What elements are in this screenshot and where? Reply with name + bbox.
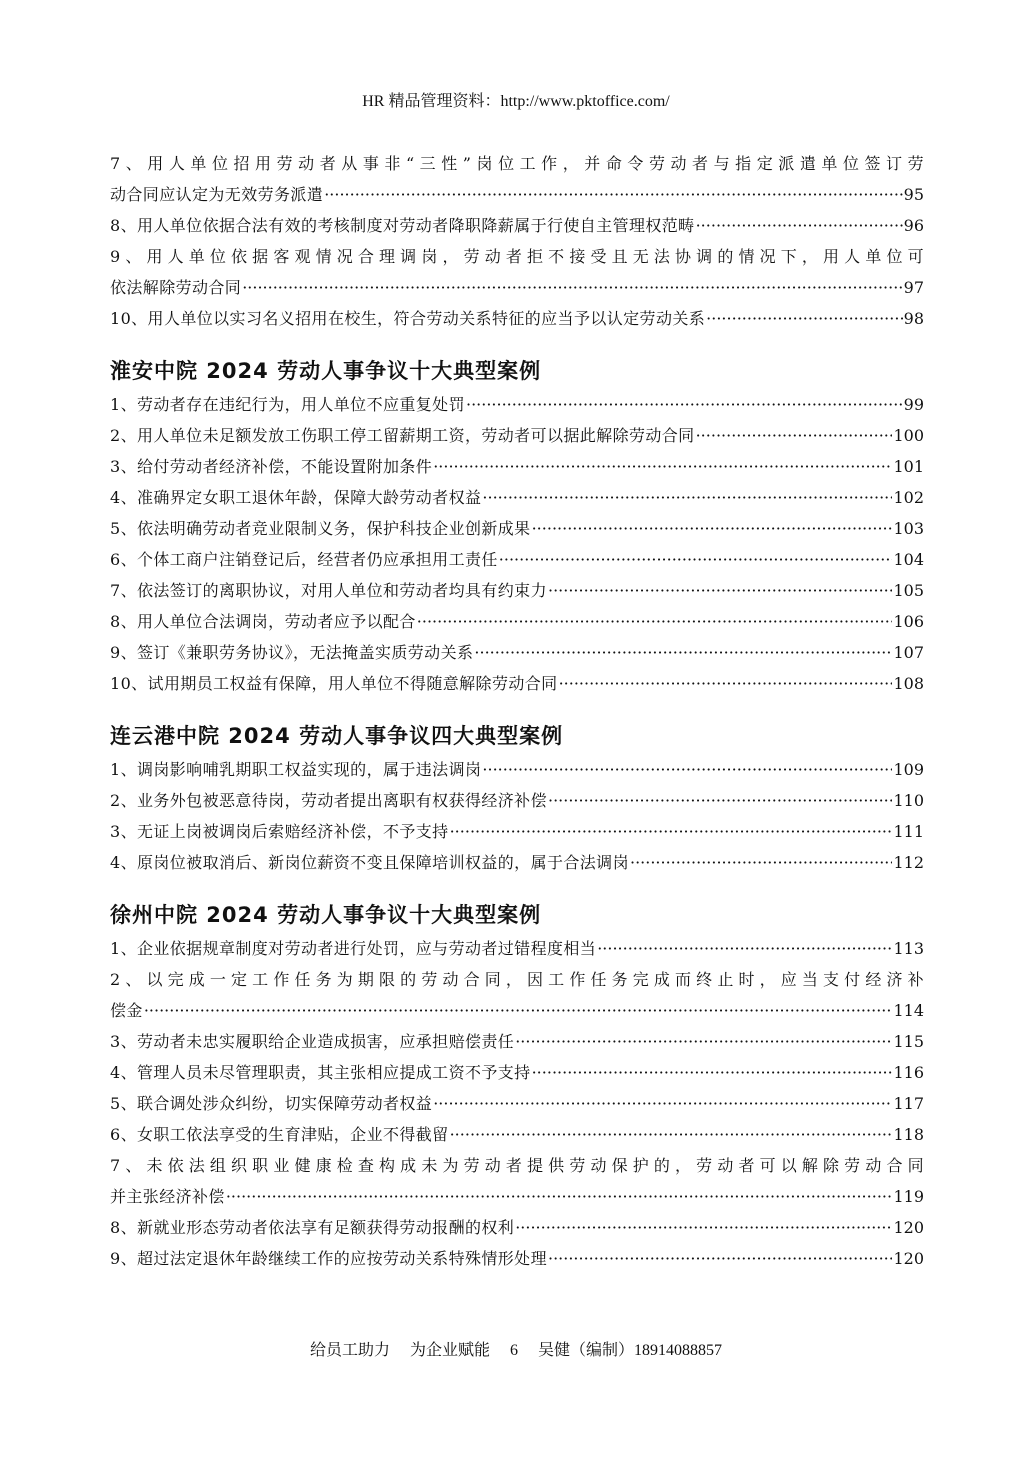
toc-leader-dots — [417, 606, 893, 637]
toc-entry-title: 5、依法明确劳动者竞业限制义务，保护科技企业创新成果 — [110, 519, 531, 538]
section-title: 淮安中院 2024 劳动人事争议十大典型案例 — [110, 359, 542, 383]
toc-page-number: 97 — [903, 278, 924, 297]
toc-entry-title: 8、用人单位合法调岗，劳动者应予以配合 — [110, 612, 416, 631]
toc-entry[interactable] — [110, 606, 924, 637]
toc-entry-title: 动合同应认定为无效劳务派遣 — [110, 185, 324, 204]
toc-entry[interactable] — [110, 575, 924, 606]
toc-leader-dots — [515, 1026, 892, 1057]
section-title: 连云港中院 2024 劳动人事争议四大典型案例 — [110, 724, 564, 748]
toc-entry-title: 偿金 — [110, 1001, 143, 1020]
toc-entry[interactable] — [110, 544, 924, 575]
toc-page-number: 111 — [893, 822, 924, 841]
footer-slogan-middle: 为企业赋能 — [409, 1342, 490, 1359]
toc-leader-dots — [630, 847, 892, 878]
toc-leader-dots — [450, 1119, 893, 1150]
toc-entry[interactable] — [110, 241, 924, 303]
footer-page-number: 6 — [510, 1342, 518, 1359]
toc-entry[interactable] — [110, 1026, 924, 1057]
toc-entry[interactable] — [110, 785, 924, 816]
toc-leader-dots — [482, 482, 892, 513]
toc-entry-title: 2、以完成一定工作任务为期限的劳动合同，因工作任务完成而终止时，应当支付经济补 — [110, 970, 924, 989]
toc-leader-dots — [144, 995, 893, 1026]
toc-page-number: 109 — [893, 760, 924, 779]
toc-entry[interactable] — [110, 1243, 924, 1274]
table-of-contents — [110, 148, 924, 1274]
toc-page-number: 96 — [903, 216, 924, 235]
toc-entry-title: 7、依法签订的离职协议，对用人单位和劳动者均具有约束力 — [110, 581, 547, 600]
toc-entry-title: 4、准确界定女职工退休年龄，保障大龄劳动者权益 — [110, 488, 482, 507]
toc-entry-last-line — [110, 179, 924, 210]
toc-leader-dots — [548, 785, 892, 816]
toc-entry-title: 1、调岗影响哺乳期职工权益实现的，属于违法调岗 — [110, 760, 482, 779]
toc-entry[interactable] — [110, 303, 924, 334]
toc-leader-dots — [433, 451, 892, 482]
toc-entry[interactable] — [110, 389, 924, 420]
toc-entry-title: 依法解除劳动合同 — [110, 278, 242, 297]
toc-entry-title: 7、未依法组织职业健康检查构成未为劳动者提供劳动保护的，劳动者可以解除劳动合同 — [110, 1156, 924, 1175]
toc-entry-title: 3、无证上岗被调岗后索赔经济补偿，不予支持 — [110, 822, 449, 841]
toc-leader-dots — [499, 544, 893, 575]
toc-leader-dots — [450, 816, 893, 847]
toc-entry-title: 2、业务外包被恶意待岗，劳动者提出离职有权获得经济补偿 — [110, 791, 547, 810]
toc-page-number: 98 — [903, 309, 924, 328]
toc-page-number: 107 — [893, 643, 924, 662]
toc-leader-dots — [696, 420, 893, 451]
toc-entry[interactable] — [110, 148, 924, 210]
footer-author: 吴健（编制）18914088857 — [538, 1342, 723, 1359]
toc-entry[interactable] — [110, 816, 924, 847]
toc-page-number: 106 — [893, 612, 924, 631]
page-header: HR 精品管理资料：http://www.pktoffice.com/ — [362, 93, 670, 110]
toc-page-number: 112 — [893, 853, 924, 872]
toc-entry-title: 2、用人单位未足额发放工伤职工停工留薪期工资，劳动者可以据此解除劳动合同 — [110, 426, 695, 445]
footer-slogan-left: 给员工助力 — [309, 1342, 390, 1359]
section-title: 徐州中院 2024 劳动人事争议十大典型案例 — [110, 903, 542, 927]
toc-page-number: 103 — [893, 519, 924, 538]
toc-entry-title: 9、签订《兼职劳务协议》，无法掩盖实质劳动关系 — [110, 643, 474, 662]
toc-entry-title: 5、联合调处涉众纠纷，切实保障劳动者权益 — [110, 1094, 433, 1113]
toc-entry[interactable] — [110, 210, 924, 241]
toc-page-number: 102 — [893, 488, 924, 507]
toc-leader-dots — [515, 1212, 892, 1243]
toc-page-number: 113 — [893, 939, 924, 958]
toc-entry-title: 8、新就业形态劳动者依法享有足额获得劳动报酬的权利 — [110, 1218, 515, 1237]
toc-entry[interactable] — [110, 1150, 924, 1212]
toc-entry[interactable] — [110, 420, 924, 451]
toc-entry[interactable] — [110, 451, 924, 482]
toc-page-number: 108 — [893, 674, 924, 693]
toc-entry-title: 4、管理人员未尽管理职责，其主张相应提成工资不予支持 — [110, 1063, 531, 1082]
toc-entry-title: 7、用人单位招用劳动者从事非“三性”岗位工作，并命令劳动者与指定派遣单位签订劳 — [110, 154, 924, 173]
toc-page-number: 120 — [893, 1218, 924, 1237]
toc-entry-title: 8、用人单位依据合法有效的考核制度对劳动者降职降薪属于行使自主管理权范畴 — [110, 216, 695, 235]
toc-entry-title: 9、超过法定退休年龄继续工作的应按劳动关系特殊情形处理 — [110, 1249, 547, 1268]
toc-entry[interactable] — [110, 637, 924, 668]
toc-leader-dots — [548, 575, 892, 606]
toc-entry-title: 1、劳动者存在违纪行为，用人单位不应重复处罚 — [110, 395, 465, 414]
toc-page-number: 115 — [893, 1032, 924, 1051]
toc-entry-last-line — [110, 1181, 924, 1212]
toc-page-number: 99 — [903, 395, 924, 414]
toc-page-number: 118 — [893, 1125, 924, 1144]
toc-entry-title: 10、试用期员工权益有保障，用人单位不得随意解除劳动合同 — [110, 674, 558, 693]
toc-entry[interactable] — [110, 668, 924, 699]
toc-entry-title: 1、企业依据规章制度对劳动者进行处罚，应与劳动者过错程度相当 — [110, 939, 597, 958]
toc-leader-dots — [433, 1088, 892, 1119]
toc-entry-title: 9、用人单位依据客观情况合理调岗，劳动者拒不接受且无法协调的情况下，用人单位可 — [110, 247, 924, 266]
toc-leader-dots — [548, 1243, 892, 1274]
toc-leader-dots — [474, 637, 892, 668]
toc-entry[interactable] — [110, 1057, 924, 1088]
toc-entry-title: 3、给付劳动者经济补偿，不能设置附加条件 — [110, 457, 433, 476]
toc-page-number: 116 — [893, 1063, 924, 1082]
toc-entry[interactable] — [110, 1088, 924, 1119]
toc-leader-dots — [532, 513, 893, 544]
toc-leader-dots — [706, 303, 902, 334]
toc-page-number: 119 — [893, 1187, 924, 1206]
toc-leader-dots — [466, 389, 903, 420]
toc-leader-dots — [242, 272, 902, 303]
toc-leader-dots — [559, 668, 893, 699]
toc-page-number: 117 — [893, 1094, 924, 1113]
toc-leader-dots — [532, 1057, 893, 1088]
toc-leader-dots — [696, 210, 903, 241]
toc-page-number: 104 — [893, 550, 924, 569]
toc-page-number: 95 — [903, 185, 924, 204]
toc-page-number: 105 — [893, 581, 924, 600]
toc-entry[interactable] — [110, 513, 924, 544]
toc-entry[interactable] — [110, 482, 924, 513]
toc-entry[interactable] — [110, 1212, 924, 1243]
toc-entry-last-line — [110, 995, 924, 1026]
toc-leader-dots — [324, 179, 902, 210]
toc-leader-dots — [226, 1181, 893, 1212]
toc-entry-title: 6、女职工依法享受的生育津贴，企业不得截留 — [110, 1125, 449, 1144]
page-footer — [0, 1337, 1032, 1360]
toc-entry-title: 10、用人单位以实习名义招用在校生，符合劳动关系特征的应当予以认定劳动关系 — [110, 309, 706, 328]
toc-entry-title: 3、劳动者未忠实履职给企业造成损害，应承担赔偿责任 — [110, 1032, 515, 1051]
toc-entry-title: 并主张经济补偿 — [110, 1187, 225, 1206]
toc-entry-title: 6、个体工商户注销登记后，经营者仍应承担用工责任 — [110, 550, 498, 569]
toc-leader-dots — [597, 933, 892, 964]
toc-entry[interactable] — [110, 933, 924, 964]
toc-page-number: 100 — [893, 426, 924, 445]
toc-entry[interactable] — [110, 754, 924, 785]
toc-entry-title: 4、原岗位被取消后、新岗位薪资不变且保障培训权益的，属于合法调岗 — [110, 853, 629, 872]
toc-page-number: 114 — [893, 1001, 924, 1020]
toc-entry-last-line — [110, 272, 924, 303]
toc-leader-dots — [482, 754, 892, 785]
toc-page-number: 101 — [893, 457, 924, 476]
toc-page-number: 110 — [893, 791, 924, 810]
toc-entry[interactable] — [110, 964, 924, 1026]
toc-entry[interactable] — [110, 847, 924, 878]
toc-page-number: 120 — [893, 1249, 924, 1268]
toc-entry[interactable] — [110, 1119, 924, 1150]
